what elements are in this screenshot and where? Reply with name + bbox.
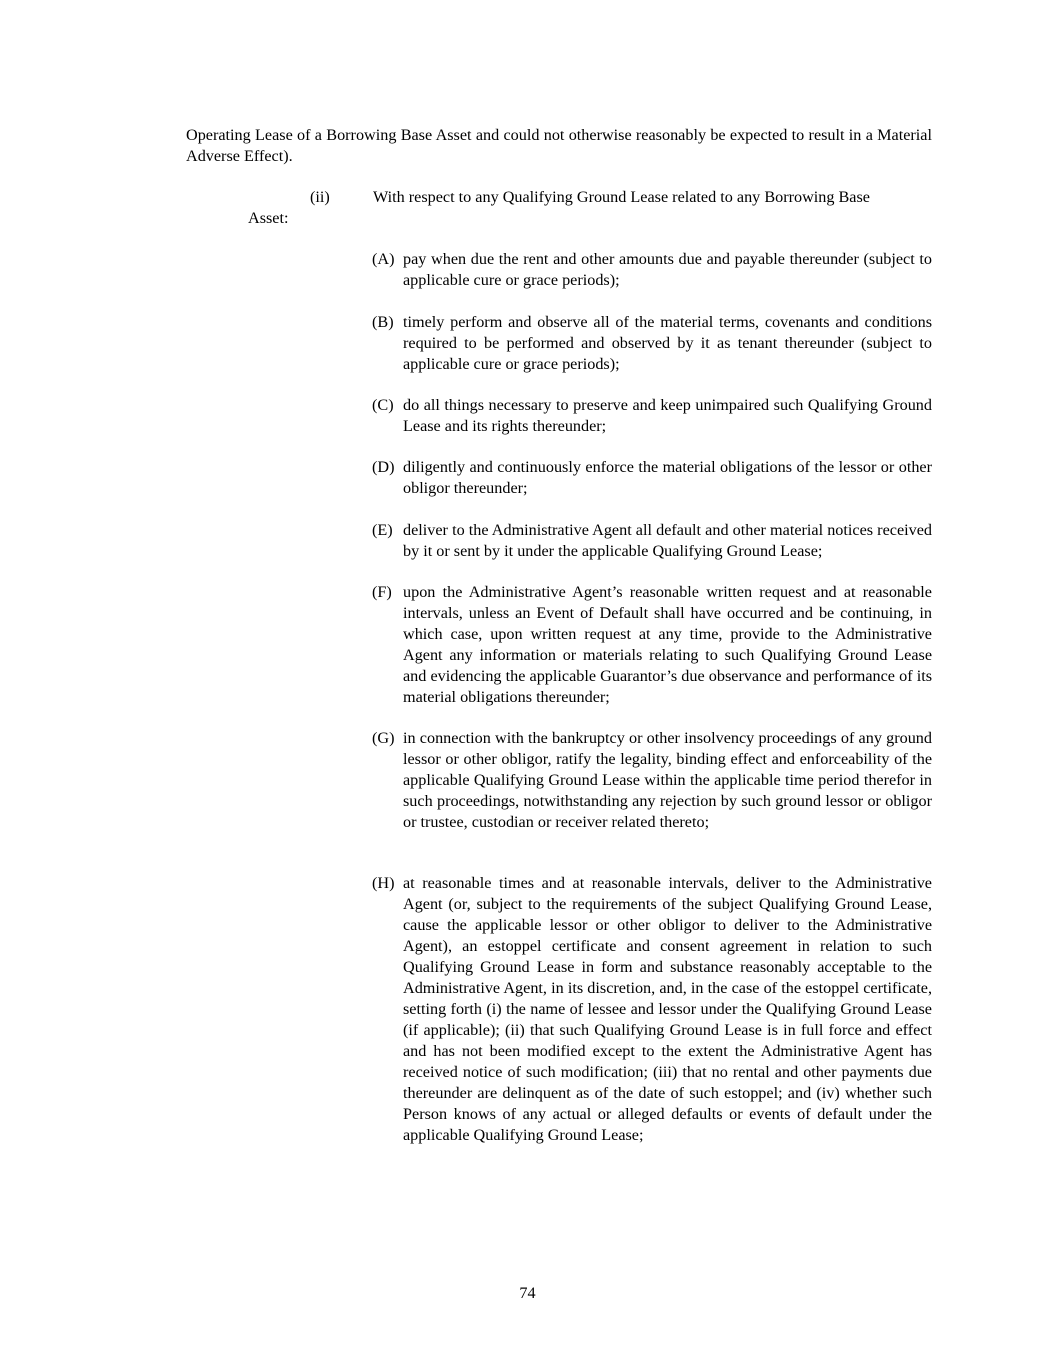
list-item-label: (A) bbox=[372, 250, 395, 268]
list-item bbox=[372, 873, 932, 1146]
subsection-continuation: Asset: bbox=[248, 209, 289, 227]
list-item-label: (D) bbox=[372, 458, 395, 476]
list-item bbox=[372, 582, 932, 708]
subsection-text: With respect to any Qualifying Ground Lease related to any Borrowing Base bbox=[373, 188, 870, 206]
list-item-label: (C) bbox=[372, 396, 394, 414]
list-item-text: deliver to the Administrative Agent all default and other material notices received by it or sent by it under the applicable Qualifying Ground Lease; bbox=[403, 521, 932, 560]
list-item-text: timely perform and observe all of the material terms, covenants and conditions required to be performed and observed by it as tenant thereunder (subject to applicable cure or grace periods); bbox=[403, 313, 932, 373]
list-item-text: in connection with the bankruptcy or other insolvency proceedings of any ground lessor or other obligor, ratify the legality, binding effect and enforceability of the applicable Qualifying Ground Lease within the applicable time period therefor in such proceedings, notwithstanding any rejection by such ground lessor or obligor or trustee, custodian or receiver related thereto; bbox=[403, 729, 932, 831]
page-number: 74 bbox=[519, 1284, 536, 1302]
list-item bbox=[372, 312, 932, 375]
intro-paragraph: Operating Lease of a Borrowing Base Asset and could not otherwise reasonably be expected to result in a Material Adverse Effect). bbox=[186, 126, 932, 165]
list-item-text: at reasonable times and at reasonable intervals, deliver to the Administrative Agent (or, subject to the requirements of the subject Qualifying Ground Lease, cause the applicable lessor or other obligor to deliver to the Administrative Agent), an estoppel certificate and consent agreement in relation to such Qualifying Ground Lease in form and substance reasonably acceptable to the Administrative Agent, in its discretion, and, in the case of the estoppel certificate, setting forth (i) the name of lessee and lessor under the Qualifying Ground Lease (if applicable); (ii) that such Qualifying Ground Lease is in full force and effect and has not been modified except to the extent the Administrative Agent has received notice of such modification; (iii) that no rental and other payments due thereunder are delinquent as of the date of such estoppel; and (iv) whether such Person knows of any actual or alleged defaults or events of default under the applicable Qualifying Ground Lease; bbox=[403, 874, 932, 1144]
list-item-text: pay when due the rent and other amounts due and payable thereunder (subject to applicable cure or grace periods); bbox=[403, 250, 932, 289]
list-item-label: (H) bbox=[372, 874, 395, 892]
list-item-text: upon the Administrative Agent’s reasonable written request and at reasonable intervals, unless an Event of Default shall have occurred and be continuing, in which case, upon written request at any time, provide to the Administrative Agent any information or materials relating to such Qualifying Ground Lease and evidencing the applicable Guarantor’s due observance and performance of its material obligations thereunder; bbox=[403, 583, 932, 706]
list-item-label: (E) bbox=[372, 521, 393, 539]
list-item bbox=[372, 728, 932, 833]
list-item-label: (G) bbox=[372, 729, 395, 747]
list-item-text: do all things necessary to preserve and keep unimpaired such Qualifying Ground Lease and its rights thereunder; bbox=[403, 396, 932, 435]
list-item bbox=[372, 457, 932, 499]
list-item bbox=[372, 249, 932, 291]
subsection-number: (ii) bbox=[310, 188, 330, 206]
list-item-text: diligently and continuously enforce the material obligations of the lessor or other obligor thereunder; bbox=[403, 458, 932, 497]
list-item-label: (B) bbox=[372, 313, 394, 331]
list-item bbox=[372, 395, 932, 437]
list-item bbox=[372, 520, 932, 562]
list-item-label: (F) bbox=[372, 583, 392, 601]
